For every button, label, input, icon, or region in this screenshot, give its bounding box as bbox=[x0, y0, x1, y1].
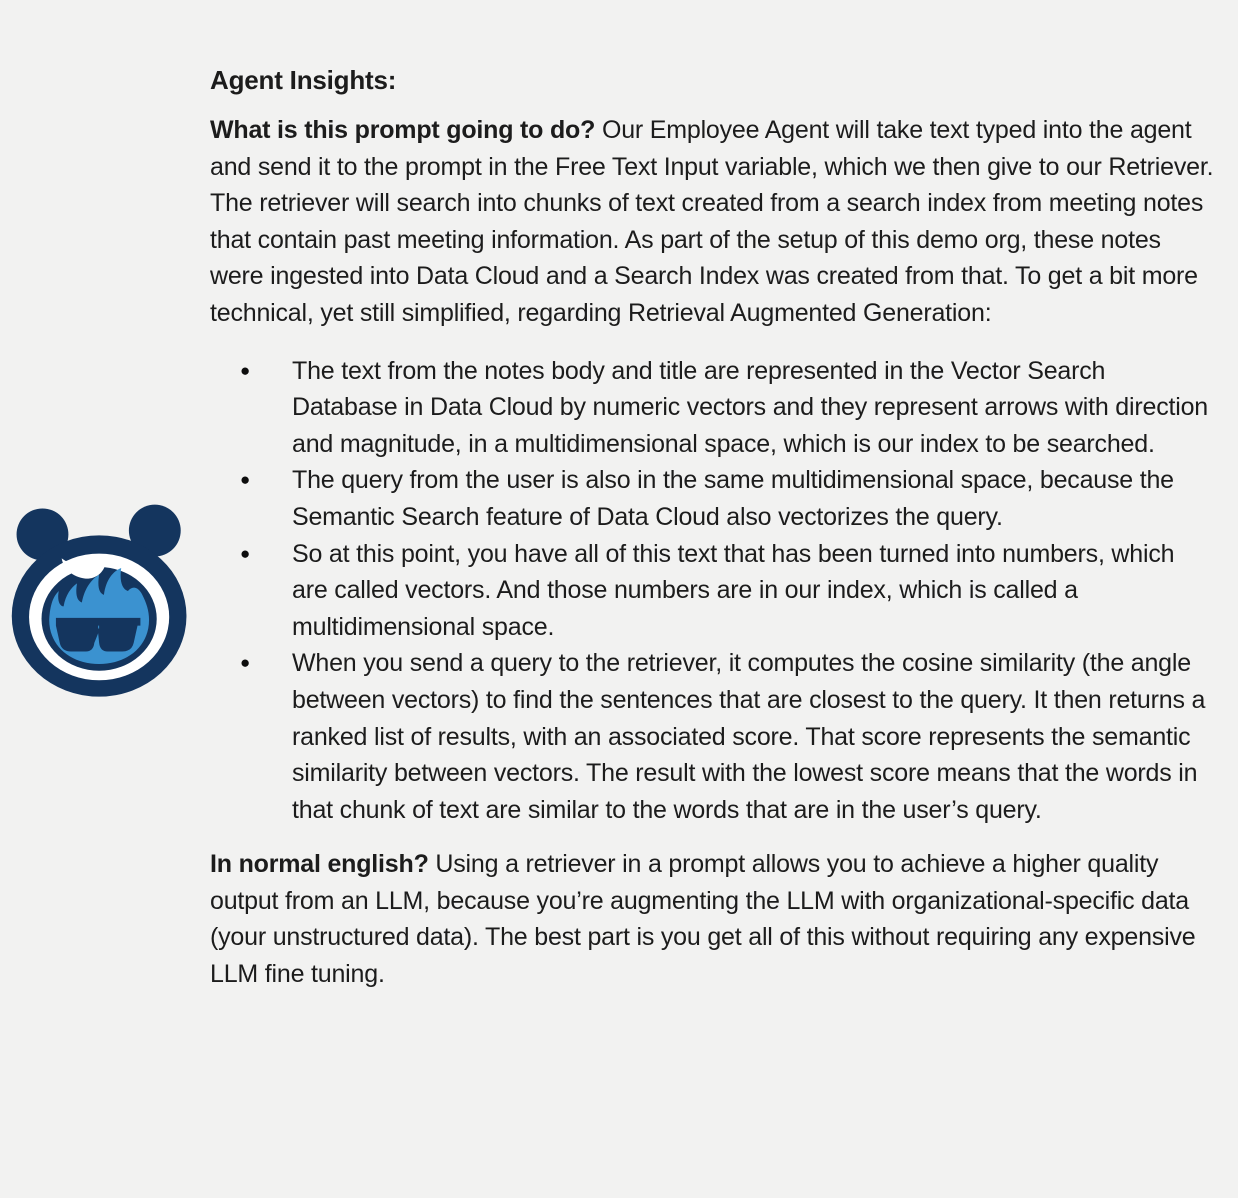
bullet-icon: ● bbox=[240, 470, 251, 490]
rag-details-list bbox=[210, 353, 1215, 829]
list-item bbox=[210, 353, 1215, 463]
outro-lead-text: In normal english? bbox=[210, 850, 429, 879]
bullet-icon: ● bbox=[240, 543, 251, 563]
bullet-icon: ● bbox=[240, 653, 251, 673]
intro-paragraph bbox=[210, 112, 1215, 332]
intro-body-text: Our Employee Agent will take text typed into the agent and send it to the prompt in the Free Text Input variable, which we then give to our Retriever. The retriever will search into chunks of text created from a search index from meeting notes that contain past meeting information. As part of the setup of this demo org, these notes were ingested into Data Cloud and a Search Index was created from that. To get a bit more technical, yet still simplified, regarding Retrieval Augmented Generation: bbox=[210, 116, 1214, 327]
bullet-text: So at this point, you have all of this text that has been turned into numbers, which are called vectors. And those numbers are in our index, which is called a multidimensional space. bbox=[292, 539, 1175, 641]
outro-body-text: Using a retriever in a prompt allows you to achieve a higher quality output from an LLM, because you’re augmenting the LLM with organizational-specific data (your unstructured data). The best part is you get all of this without requiring any expensive LLM fine tuning. bbox=[210, 850, 1196, 989]
list-item bbox=[210, 462, 1215, 535]
section-heading: Agent Insights: bbox=[210, 65, 397, 95]
bear-mascot-logo bbox=[6, 500, 198, 707]
intro-lead-text: What is this prompt going to do? bbox=[210, 116, 596, 144]
list-item bbox=[210, 645, 1215, 828]
bullet-text: The query from the user is also in the same multidimensional space, because the Semantic Search feature of Data Cloud also vectorizes the query. bbox=[292, 466, 1174, 531]
bullet-text: The text from the notes body and title are represented in the Vector Search Database in Data Cloud by numeric vectors and they represent arrows with direction and magnitude, in a multidimensional space, which is our index to be searched. bbox=[292, 356, 1208, 458]
outro-paragraph bbox=[210, 846, 1215, 992]
list-item bbox=[210, 536, 1215, 646]
bullet-text: When you send a query to the retriever, it computes the cosine similarity (the angle between vectors) to find the sentences that are closest to the query. It then returns a ranked list of results, with an associated score. That score represents the semantic similarity between vectors. The result with the lowest score means that the words in that chunk of text are similar to the words that are in the user’s query. bbox=[292, 649, 1206, 824]
bullet-icon: ● bbox=[240, 360, 251, 380]
agent-insights-panel bbox=[210, 60, 1215, 1014]
